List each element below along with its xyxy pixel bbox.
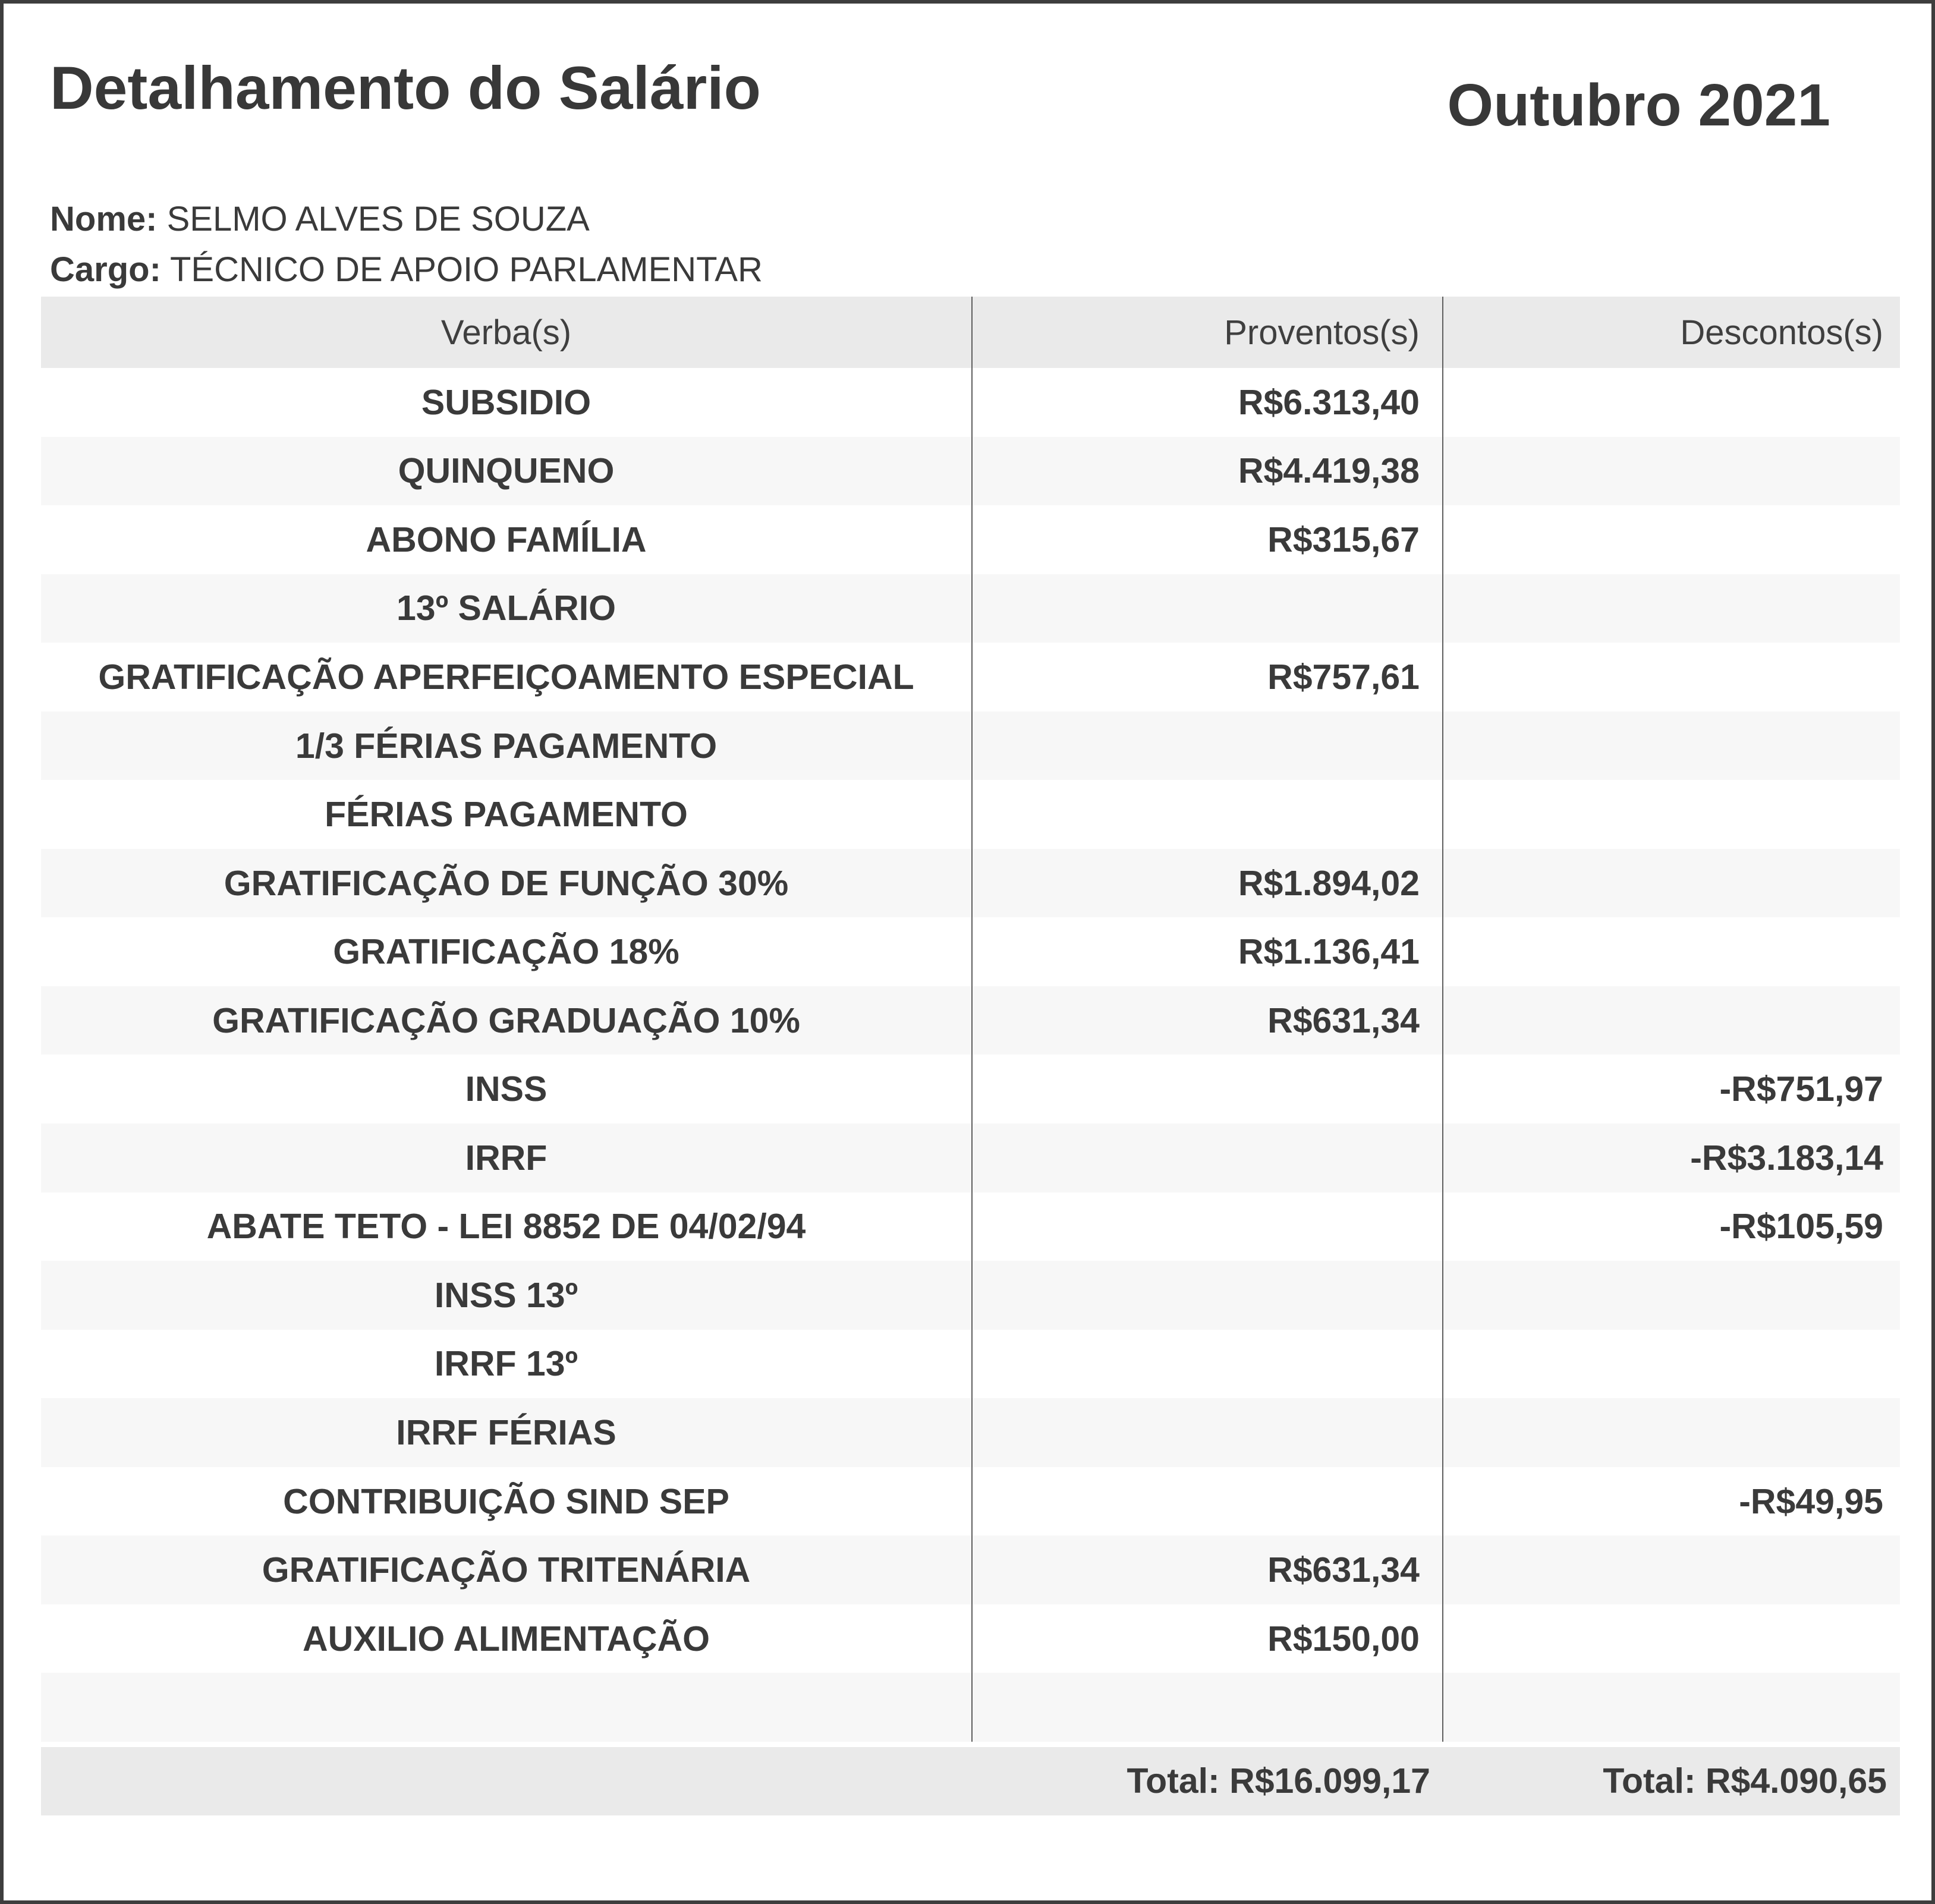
proventos-cell: R$150,00 [973,1604,1443,1673]
verba-cell: GRATIFICAÇÃO DE FUNÇÃO 30% [41,849,973,918]
verba-cell: AUXILIO ALIMENTAÇÃO [41,1604,973,1673]
total-row-gap [41,1742,1900,1747]
totals-row [41,1747,1900,1815]
proventos-cell [973,1398,1443,1467]
table-row [41,1398,1900,1467]
table-row [41,1467,1900,1536]
table-body [41,368,1900,1742]
verba-cell: CONTRIBUIÇÃO SIND SEP [41,1467,973,1536]
table-row [41,368,1900,437]
descontos-cell [1443,574,1900,643]
verba-cell: GRATIFICAÇÃO 18% [41,917,973,986]
proventos-cell [973,1192,1443,1261]
proventos-cell [973,712,1443,781]
role-label: Cargo: [50,250,161,289]
descontos-cell: -R$105,59 [1719,1207,1883,1247]
table-row [41,986,1900,1055]
total-proventos: Total: R$16.099,17 [1127,1761,1430,1801]
descontos-cell [1443,780,1900,849]
table-row [41,505,1900,574]
verba-cell: GRATIFICAÇÃO TRITENÁRIA [41,1535,973,1604]
proventos-cell [973,1467,1443,1536]
name-label: Nome: [50,200,158,238]
proventos-cell: R$4.419,38 [973,437,1443,506]
period-label: Outubro 2021 [1447,72,1830,139]
proventos-cell: R$631,34 [973,986,1443,1055]
descontos-cell [1443,1330,1900,1399]
name-value: SELMO ALVES DE SOUZA [166,200,590,238]
verba-cell: FÉRIAS PAGAMENTO [41,780,973,849]
verba-cell: 13º SALÁRIO [41,574,973,643]
table-row [41,1192,1900,1261]
verba-cell: SUBSIDIO [41,368,973,437]
table-row [41,1261,1900,1330]
table-row [41,917,1900,986]
descontos-cell [1443,712,1900,781]
table-row [41,1055,1900,1123]
proventos-cell: R$1.136,41 [973,917,1443,986]
descontos-cell: -R$751,97 [1719,1069,1883,1109]
verba-cell: IRRF FÉRIAS [41,1398,973,1467]
table-row [41,1123,1900,1192]
proventos-cell [973,1673,1443,1742]
proventos-cell [973,1261,1443,1330]
descontos-cell [1443,1398,1900,1467]
descontos-cell [1443,1261,1900,1330]
proventos-cell: R$6.313,40 [973,368,1443,437]
proventos-cell [973,1330,1443,1399]
table-row [41,1604,1900,1673]
descontos-cell [1443,1535,1900,1604]
table-row [41,849,1900,918]
table-row [41,1535,1900,1604]
header-descontos: Descontos(s) [1680,313,1883,352]
table-row [41,437,1900,506]
table-row [41,643,1900,712]
proventos-cell: R$757,61 [973,643,1443,712]
verba-cell: GRATIFICAÇÃO APERFEIÇOAMENTO ESPECIAL [41,643,973,712]
verba-cell: ABATE TETO - LEI 8852 DE 04/02/94 [41,1192,973,1261]
proventos-cell [973,574,1443,643]
descontos-cell [1443,917,1900,986]
descontos-cell [1443,643,1900,712]
verba-cell [41,1673,973,1742]
descontos-cell [1443,505,1900,574]
proventos-cell [973,780,1443,849]
verba-cell: GRATIFICAÇÃO GRADUAÇÃO 10% [41,986,973,1055]
descontos-cell [1443,849,1900,918]
header-proventos: Proventos(s) [973,297,1443,368]
proventos-cell [973,1123,1443,1192]
descontos-cell [1443,368,1900,437]
descontos-cell [1443,1604,1900,1673]
page-title: Detalhamento do Salário [50,54,761,122]
role-value: TÉCNICO DE APOIO PARLAMENTAR [169,250,763,289]
descontos-cell [1443,437,1900,506]
proventos-cell: R$631,34 [973,1535,1443,1604]
table-row [41,1330,1900,1399]
employee-role-line [50,250,763,290]
verba-cell: ABONO FAMÍLIA [41,505,973,574]
proventos-cell: R$1.894,02 [973,849,1443,918]
verba-cell: INSS 13º [41,1261,973,1330]
descontos-cell [1443,986,1900,1055]
descontos-cell: -R$49,95 [1739,1481,1883,1521]
salary-table [41,297,1900,1815]
employee-name-line [50,200,590,240]
proventos-cell: R$315,67 [973,505,1443,574]
verba-cell: 1/3 FÉRIAS PAGAMENTO [41,712,973,781]
table-row [41,1673,1900,1742]
proventos-cell [973,1055,1443,1123]
verba-cell: QUINQUENO [41,437,973,506]
descontos-cell [1443,1673,1900,1742]
descontos-cell: -R$3.183,14 [1690,1138,1883,1178]
table-row [41,780,1900,849]
table-row [41,574,1900,643]
totals-spacer [41,1747,973,1815]
verba-cell: IRRF 13º [41,1330,973,1399]
table-header-row [41,297,1900,368]
table-row [41,712,1900,781]
total-descontos: Total: R$4.090,65 [1603,1761,1887,1801]
verba-cell: INSS [41,1055,973,1123]
header-verba: Verba(s) [41,297,973,368]
verba-cell: IRRF [41,1123,973,1192]
